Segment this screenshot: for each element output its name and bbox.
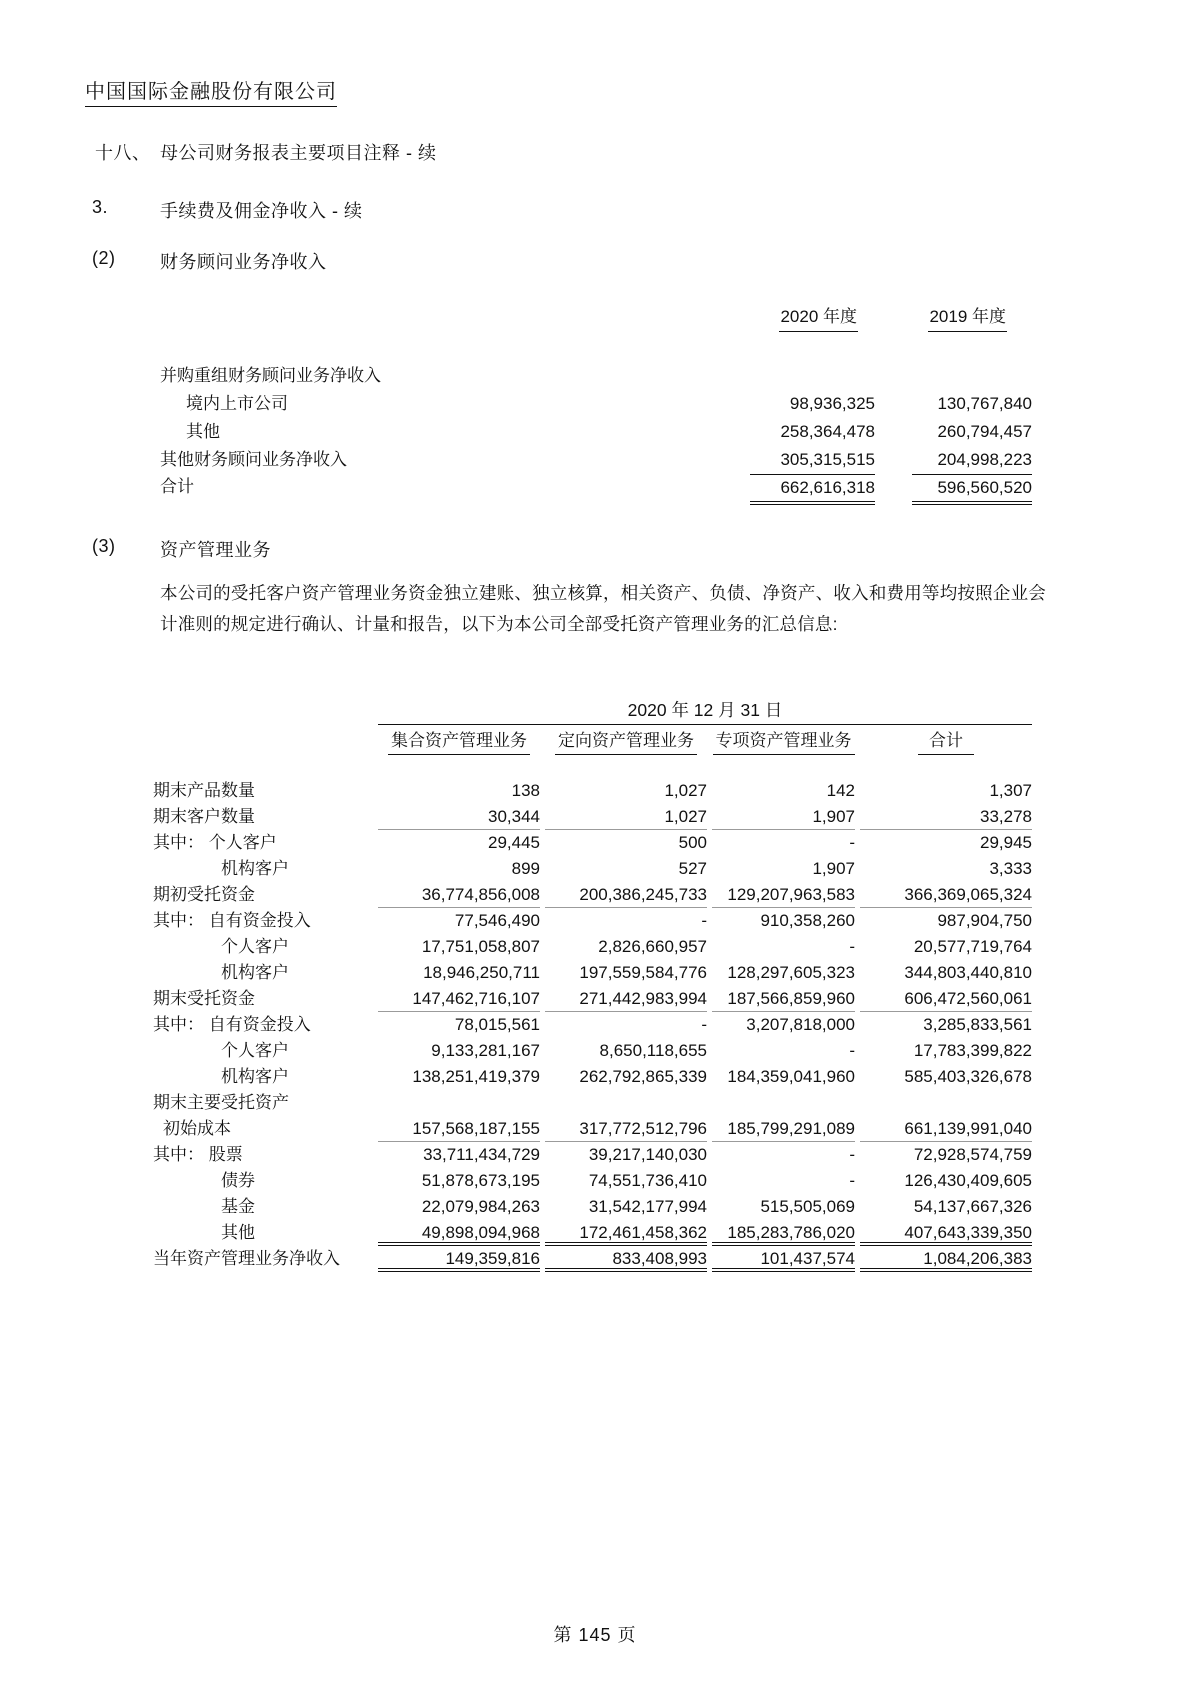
table-row — [153, 908, 1032, 934]
cell-value: 30,344 — [378, 804, 540, 830]
table-row — [153, 1142, 1032, 1168]
cell-value: - — [701, 911, 707, 930]
table-row — [153, 882, 1032, 908]
cell-value: 54,137,667,326 — [913, 1197, 1032, 1216]
column-header-total: 合计 — [860, 731, 1032, 755]
table-caption-date: 2020 年 12 月 31 日 — [378, 700, 1032, 725]
row-label: 个人客户 — [221, 1041, 289, 1060]
value-2019: 260,794,457 — [937, 422, 1032, 441]
cell-value: - — [849, 833, 855, 852]
row-label: 机构客户 — [221, 1067, 289, 1086]
table-row — [153, 1064, 1032, 1090]
cell-value: - — [849, 1145, 855, 1164]
cell-value: 149,359,816 — [378, 1246, 540, 1272]
column-header-special: 专项资产管理业务 — [712, 731, 855, 755]
subsection-heading-3 — [92, 197, 363, 223]
table-row — [153, 934, 1032, 960]
table-row-total — [160, 474, 1032, 505]
cell-value: - — [849, 1041, 855, 1060]
cell-value: 39,217,140,030 — [588, 1145, 707, 1164]
cell-value: 833,408,993 — [545, 1246, 707, 1272]
cell-value: 17,751,058,807 — [421, 937, 540, 956]
cell-value: 585,403,326,678 — [904, 1067, 1032, 1086]
cell-value: 172,461,458,362 — [545, 1220, 707, 1246]
cell-value: 515,505,069 — [760, 1197, 855, 1216]
row-label: 期末受托资金 — [153, 989, 255, 1008]
cell-value: 74,551,736,410 — [588, 1171, 707, 1190]
cell-value: 661,139,991,040 — [860, 1116, 1032, 1142]
subsection-number: 3. — [92, 197, 109, 217]
table-row — [153, 856, 1032, 882]
table-row — [153, 778, 1032, 804]
spacer — [875, 474, 912, 505]
cell-value: 184,359,041,960 — [727, 1067, 855, 1086]
cell-value: 1,027 — [664, 781, 707, 800]
item-number: (2) — [92, 248, 116, 268]
asset-table-body — [153, 778, 1032, 1272]
cell-value: 1,907 — [712, 804, 855, 830]
column-header-2019: 2019 年度 — [912, 307, 1032, 332]
cell-value — [712, 1090, 855, 1116]
row-label: 其中： 自有资金投入 — [153, 1015, 311, 1034]
section-heading-18 — [95, 139, 437, 165]
cell-value: 51,878,673,195 — [421, 1171, 540, 1190]
cell-value: 407,643,339,350 — [860, 1220, 1032, 1246]
value-2020: 662,616,318 — [750, 474, 875, 505]
cell-value: 33,278 — [860, 804, 1032, 830]
cell-value: 197,559,584,776 — [579, 963, 707, 982]
cell-value: 129,207,963,583 — [712, 882, 855, 908]
advisory-income-table — [160, 307, 1032, 505]
table-row — [160, 418, 1032, 446]
table-row — [153, 1194, 1032, 1220]
cell-value: 3,333 — [989, 859, 1032, 878]
asset-management-table — [153, 700, 1032, 1272]
value-2019 — [912, 362, 1032, 390]
spacer — [875, 446, 912, 474]
table-row — [153, 1038, 1032, 1064]
spacer — [875, 418, 912, 446]
cell-value: 500 — [678, 833, 707, 852]
table-row — [153, 986, 1032, 1012]
cell-value: 3,285,833,561 — [923, 1015, 1032, 1034]
cell-value: 33,711,434,729 — [423, 1145, 540, 1164]
cell-value: 77,546,490 — [454, 911, 540, 930]
cell-value: 899 — [511, 859, 540, 878]
cell-value: 9,133,281,167 — [431, 1041, 540, 1060]
cell-value: 72,928,574,759 — [913, 1145, 1032, 1164]
column-header-2020: 2020 年度 — [750, 307, 875, 332]
cell-value: 1,084,206,383 — [860, 1246, 1032, 1272]
asset-table-header — [153, 731, 1032, 755]
item-heading-3 — [92, 536, 271, 562]
row-label: 机构客户 — [221, 859, 289, 878]
cell-value: 128,297,605,323 — [727, 963, 855, 982]
value-2020: 305,315,515 — [780, 450, 875, 469]
value-2019: 204,998,223 — [937, 450, 1032, 469]
value-2020: 98,936,325 — [789, 394, 875, 413]
section-number: 十八、 — [95, 143, 151, 163]
row-label: 当年资产管理业务净收入 — [153, 1249, 340, 1268]
row-label: 债券 — [221, 1171, 255, 1190]
table-row — [160, 390, 1032, 418]
table-row — [153, 1090, 1032, 1116]
page-number: 第 145 页 — [553, 1625, 637, 1645]
cell-value: 317,772,512,796 — [545, 1116, 707, 1142]
cell-value: 1,307 — [989, 781, 1032, 800]
cell-value: 271,442,983,994 — [545, 986, 707, 1012]
cell-value: 606,472,560,061 — [860, 986, 1032, 1012]
cell-value: - — [849, 1171, 855, 1190]
cell-value: 29,945 — [980, 833, 1032, 852]
cell-value: 17,783,399,822 — [913, 1041, 1032, 1060]
advisory-table-body — [160, 362, 1032, 505]
value-2019: 596,560,520 — [912, 474, 1032, 505]
cell-value: 910,358,260 — [760, 911, 855, 930]
cell-value: 3,207,818,000 — [746, 1015, 855, 1034]
row-label: 期初受托资金 — [153, 885, 255, 904]
item-number: (3) — [92, 536, 116, 556]
row-label: 其中： 个人客户 — [153, 833, 277, 852]
cell-value: 138 — [511, 781, 540, 800]
row-label: 合计 — [160, 477, 194, 496]
table-row-total — [153, 1246, 1032, 1272]
cell-value: 126,430,409,605 — [904, 1171, 1032, 1190]
cell-value: 147,462,716,107 — [378, 986, 540, 1012]
row-label: 其中： 股票 — [153, 1145, 243, 1164]
row-label: 期末产品数量 — [153, 781, 255, 800]
item-title: 财务顾问业务净收入 — [160, 252, 327, 272]
column-header-targeted: 定向资产管理业务 — [545, 731, 707, 755]
row-label: 期末主要受托资产 — [153, 1093, 289, 1112]
table-row — [153, 1220, 1032, 1246]
advisory-table-header — [160, 307, 1032, 332]
item-title: 资产管理业务 — [160, 540, 271, 560]
table-row — [153, 960, 1032, 986]
table-row — [160, 362, 1032, 390]
table-row — [153, 830, 1032, 856]
cell-value: 527 — [678, 859, 707, 878]
cell-value: 101,437,574 — [712, 1246, 855, 1272]
cell-value: 987,904,750 — [937, 911, 1032, 930]
row-label: 期末客户数量 — [153, 807, 255, 826]
spacer — [153, 731, 378, 755]
section-title: 母公司财务报表主要项目注释 - 续 — [160, 143, 437, 163]
cell-value: 36,774,856,008 — [378, 882, 540, 908]
table-row — [153, 1116, 1032, 1142]
cell-value: 22,079,984,263 — [421, 1197, 540, 1216]
value-2020: 258,364,478 — [780, 422, 875, 441]
cell-value: 18,946,250,711 — [423, 963, 540, 982]
table-row — [153, 1168, 1032, 1194]
row-label: 初始成本 — [163, 1119, 231, 1138]
cell-value: 366,369,065,324 — [860, 882, 1032, 908]
cell-value: 344,803,440,810 — [904, 963, 1032, 982]
table-row — [160, 446, 1032, 474]
table-row — [153, 1012, 1032, 1038]
cell-value: 8,650,118,655 — [599, 1041, 707, 1060]
row-label: 其他财务顾问业务净收入 — [160, 450, 347, 469]
table-row — [153, 804, 1032, 830]
cell-value: 138,251,419,379 — [412, 1067, 540, 1086]
cell-value: 262,792,865,339 — [579, 1067, 707, 1086]
value-2020 — [750, 362, 875, 390]
cell-value — [545, 1090, 707, 1116]
row-label: 个人客户 — [221, 937, 289, 956]
item-heading-2 — [92, 248, 327, 274]
value-2019: 130,767,840 — [937, 394, 1032, 413]
cell-value — [860, 1090, 1032, 1116]
cell-value: 29,445 — [488, 833, 540, 852]
cell-value: 1,907 — [812, 859, 855, 878]
column-header-collective: 集合资产管理业务 — [378, 731, 540, 755]
cell-value: 1,027 — [545, 804, 707, 830]
row-label: 基金 — [221, 1197, 255, 1216]
row-label: 并购重组财务顾问业务净收入 — [160, 366, 381, 385]
cell-value: 20,577,719,764 — [913, 937, 1032, 956]
cell-value: 31,542,177,994 — [588, 1197, 707, 1216]
spacer — [160, 307, 750, 332]
asset-management-paragraph: 本公司的受托客户资产管理业务资金独立建账、独立核算，相关资产、负债、净资产、收入和费用等均按照企业会计准则的规定进行确认、计量和报告，以下为本公司全部受托资产管理业务的汇总信息: — [160, 583, 1046, 634]
cell-value: 142 — [826, 781, 855, 800]
row-label: 机构客户 — [221, 963, 289, 982]
company-name: 中国国际金融股份有限公司 — [85, 75, 337, 107]
cell-value: 49,898,094,968 — [378, 1220, 540, 1246]
row-label: 境内上市公司 — [186, 394, 288, 413]
row-label: 其他 — [186, 422, 220, 441]
spacer — [875, 362, 912, 390]
cell-value: 2,826,660,957 — [598, 937, 707, 956]
cell-value: - — [701, 1015, 707, 1034]
cell-value: 200,386,245,733 — [545, 882, 707, 908]
cell-value: 185,283,786,020 — [712, 1220, 855, 1246]
row-label: 其他 — [221, 1223, 255, 1242]
cell-value — [378, 1090, 540, 1116]
cell-value: 157,568,187,155 — [378, 1116, 540, 1142]
cell-value: 78,015,561 — [454, 1015, 540, 1034]
cell-value: - — [849, 937, 855, 956]
row-label: 其中： 自有资金投入 — [153, 911, 311, 930]
spacer — [875, 390, 912, 418]
cell-value: 185,799,291,089 — [712, 1116, 855, 1142]
cell-value: 187,566,859,960 — [712, 986, 855, 1012]
subsection-title: 手续费及佣金净收入 - 续 — [160, 201, 363, 221]
